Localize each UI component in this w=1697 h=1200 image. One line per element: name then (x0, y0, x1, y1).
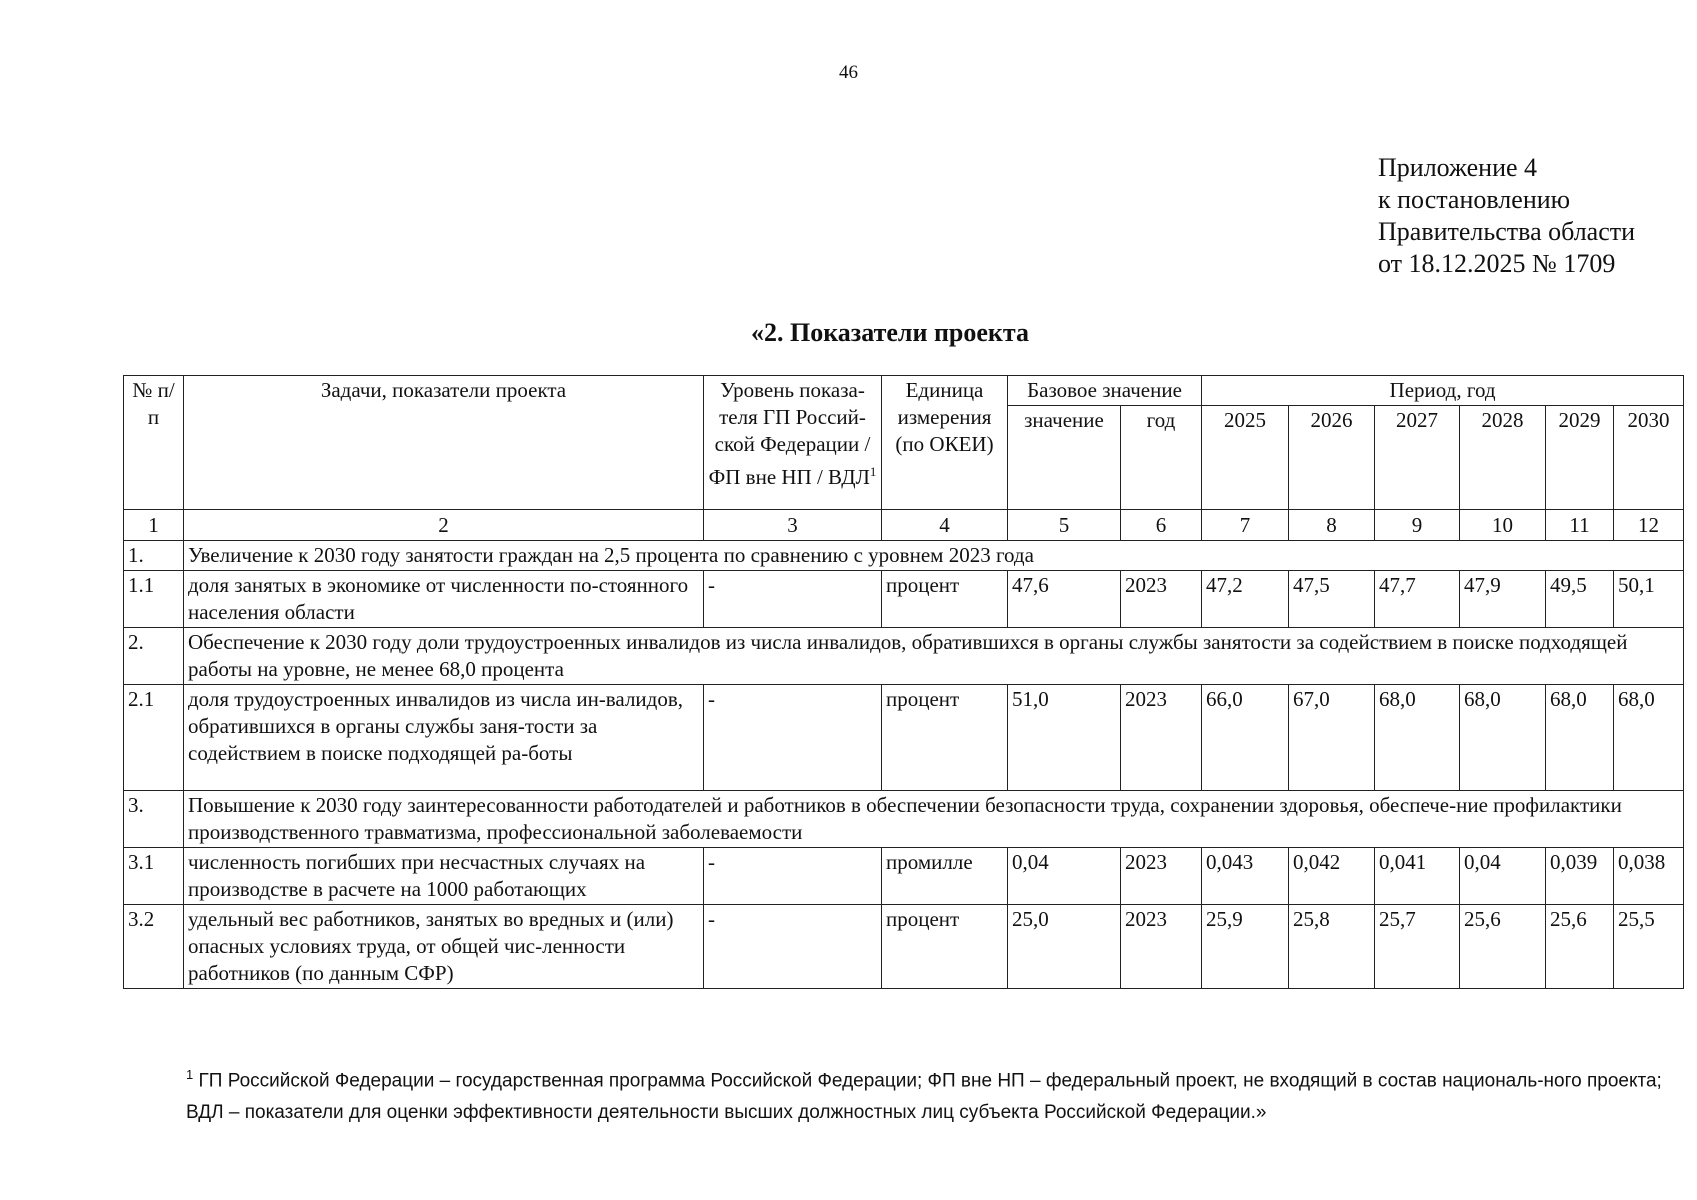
header-base: Базовое значение (1008, 376, 1202, 406)
indicator-unit: процент (882, 905, 1008, 989)
indicator-unit: процент (882, 685, 1008, 791)
year-value: 47,7 (1375, 571, 1460, 628)
indicators-table (123, 375, 1684, 989)
indicator-text: доля трудоустроенных инвалидов из числа ин-валидов, обратившихся в органы службы заня-тости за содействием в поиске подходящей ра-боты (184, 685, 704, 791)
year-value: 0,038 (1614, 848, 1684, 905)
column-number: 9 (1375, 510, 1460, 541)
base-value: 51,0 (1008, 685, 1121, 791)
appendix-line: к постановлению (1378, 185, 1571, 214)
header-level-text: Уровень показа-теля ГП Россий-ской Федерации / ФП вне НП / ВДЛ (708, 378, 871, 489)
column-number: 6 (1121, 510, 1202, 541)
appendix-line: Правительства области (1378, 217, 1636, 246)
indicator-level: - (704, 848, 882, 905)
task-row (124, 791, 1684, 848)
table-header-row (124, 376, 1684, 406)
year-value: 68,0 (1546, 685, 1614, 791)
task-text: Обеспечение к 2030 году доли трудоустроенных инвалидов из числа инвалидов, обратившихся в органы службы занятости за содействием в поиске подходящей работы на уровне, не менее 68,0 процента (184, 628, 1684, 685)
row-num: 1.1 (124, 571, 184, 628)
row-num: 3. (124, 791, 184, 848)
header-tasks: Задачи, показатели проекта (184, 376, 704, 510)
year-value: 0,043 (1202, 848, 1289, 905)
row-num: 2.1 (124, 685, 184, 791)
year-value: 0,039 (1546, 848, 1614, 905)
year-value: 47,5 (1289, 571, 1375, 628)
task-row (124, 541, 1684, 571)
header-base-year: год (1121, 406, 1202, 510)
year-value: 68,0 (1614, 685, 1684, 791)
year-value: 25,6 (1546, 905, 1614, 989)
footnote-mark: 1 (869, 464, 877, 479)
row-num: 3.2 (124, 905, 184, 989)
header-year: 2027 (1375, 406, 1460, 510)
base-year: 2023 (1121, 848, 1202, 905)
year-value: 0,041 (1375, 848, 1460, 905)
indicator-text: удельный вес работников, занятых во вредных и (или) опасных условиях труда, от общей чис-ленности работников (по данным СФР) (184, 905, 704, 989)
base-value: 0,04 (1008, 848, 1121, 905)
column-number: 7 (1202, 510, 1289, 541)
year-value: 49,5 (1546, 571, 1614, 628)
header-level (704, 376, 882, 510)
year-value: 25,8 (1289, 905, 1375, 989)
column-number: 10 (1460, 510, 1546, 541)
base-value: 25,0 (1008, 905, 1121, 989)
header-year: 2025 (1202, 406, 1289, 510)
column-numbers-row (124, 510, 1684, 541)
header-period: Период, год (1202, 376, 1684, 406)
indicator-row (124, 848, 1684, 905)
task-text: Увеличение к 2030 году занятости граждан на 2,5 процента по сравнению с уровнем 2023 года (184, 541, 1684, 571)
row-num: 3.1 (124, 848, 184, 905)
header-year: 2029 (1546, 406, 1614, 510)
indicator-row (124, 905, 1684, 989)
header-year: 2030 (1614, 406, 1684, 510)
year-value: 25,5 (1614, 905, 1684, 989)
footnote-body: ГП Российской Федерации – государственная программа Российской Федерации; ФП вне НП – федеральный проект, не входящий в состав националь-ного проекта; ВДЛ – показатели для оценки эффективности деятельности высших должностных лиц субъекта Российской Федерации.» (186, 1070, 1662, 1124)
footnote-text (126, 1059, 1670, 1129)
year-value: 68,0 (1375, 685, 1460, 791)
year-value: 25,9 (1202, 905, 1289, 989)
section-title: «2. Показатели проекта (750, 318, 1029, 347)
indicator-text: численность погибших при несчастных случаях на производстве в расчете на 1000 работающих (184, 848, 704, 905)
year-value: 0,04 (1460, 848, 1546, 905)
base-year: 2023 (1121, 905, 1202, 989)
year-value: 66,0 (1202, 685, 1289, 791)
indicator-unit: процент (882, 571, 1008, 628)
year-value: 25,7 (1375, 905, 1460, 989)
task-text: Повышение к 2030 году заинтересованности работодателей и работников в обеспечении безопасности труда, сохранении здоровья, обеспече-ние профилактики производственного травматизма, профессиональной заболеваемости (184, 791, 1684, 848)
footnote (126, 1059, 1670, 1129)
year-value: 0,042 (1289, 848, 1375, 905)
base-year: 2023 (1121, 685, 1202, 791)
year-value: 50,1 (1614, 571, 1684, 628)
indicator-text: доля занятых в экономике от численности по-стоянного населения области (184, 571, 704, 628)
header-year: 2026 (1289, 406, 1375, 510)
column-number: 4 (882, 510, 1008, 541)
indicator-row (124, 571, 1684, 628)
header-base-value: значение (1008, 406, 1121, 510)
indicator-level: - (704, 685, 882, 791)
task-row (124, 628, 1684, 685)
indicator-row (124, 685, 1684, 791)
base-year: 2023 (1121, 571, 1202, 628)
year-value: 68,0 (1460, 685, 1546, 791)
header-year: 2028 (1460, 406, 1546, 510)
indicator-level: - (704, 571, 882, 628)
footnote-mark: 1 (186, 1067, 194, 1082)
year-value: 47,9 (1460, 571, 1546, 628)
column-number: 1 (124, 510, 184, 541)
header-num: № п/п (124, 376, 184, 510)
page-number: 46 (839, 62, 858, 83)
year-value: 25,6 (1460, 905, 1546, 989)
column-number: 12 (1614, 510, 1684, 541)
indicator-level: - (704, 905, 882, 989)
column-number: 8 (1289, 510, 1375, 541)
column-number: 11 (1546, 510, 1614, 541)
column-number: 3 (704, 510, 882, 541)
indicator-unit: промилле (882, 848, 1008, 905)
year-value: 67,0 (1289, 685, 1375, 791)
year-value: 47,2 (1202, 571, 1289, 628)
column-number: 5 (1008, 510, 1121, 541)
column-number: 2 (184, 510, 704, 541)
appendix-line: Приложение 4 (1378, 153, 1538, 182)
header-unit: Единица измерения (по ОКЕИ) (882, 376, 1008, 510)
appendix-line: от 18.12.2025 № 1709 (1378, 249, 1616, 278)
row-num: 2. (124, 628, 184, 685)
appendix-reference (1378, 152, 1635, 280)
base-value: 47,6 (1008, 571, 1121, 628)
row-num: 1. (124, 541, 184, 571)
